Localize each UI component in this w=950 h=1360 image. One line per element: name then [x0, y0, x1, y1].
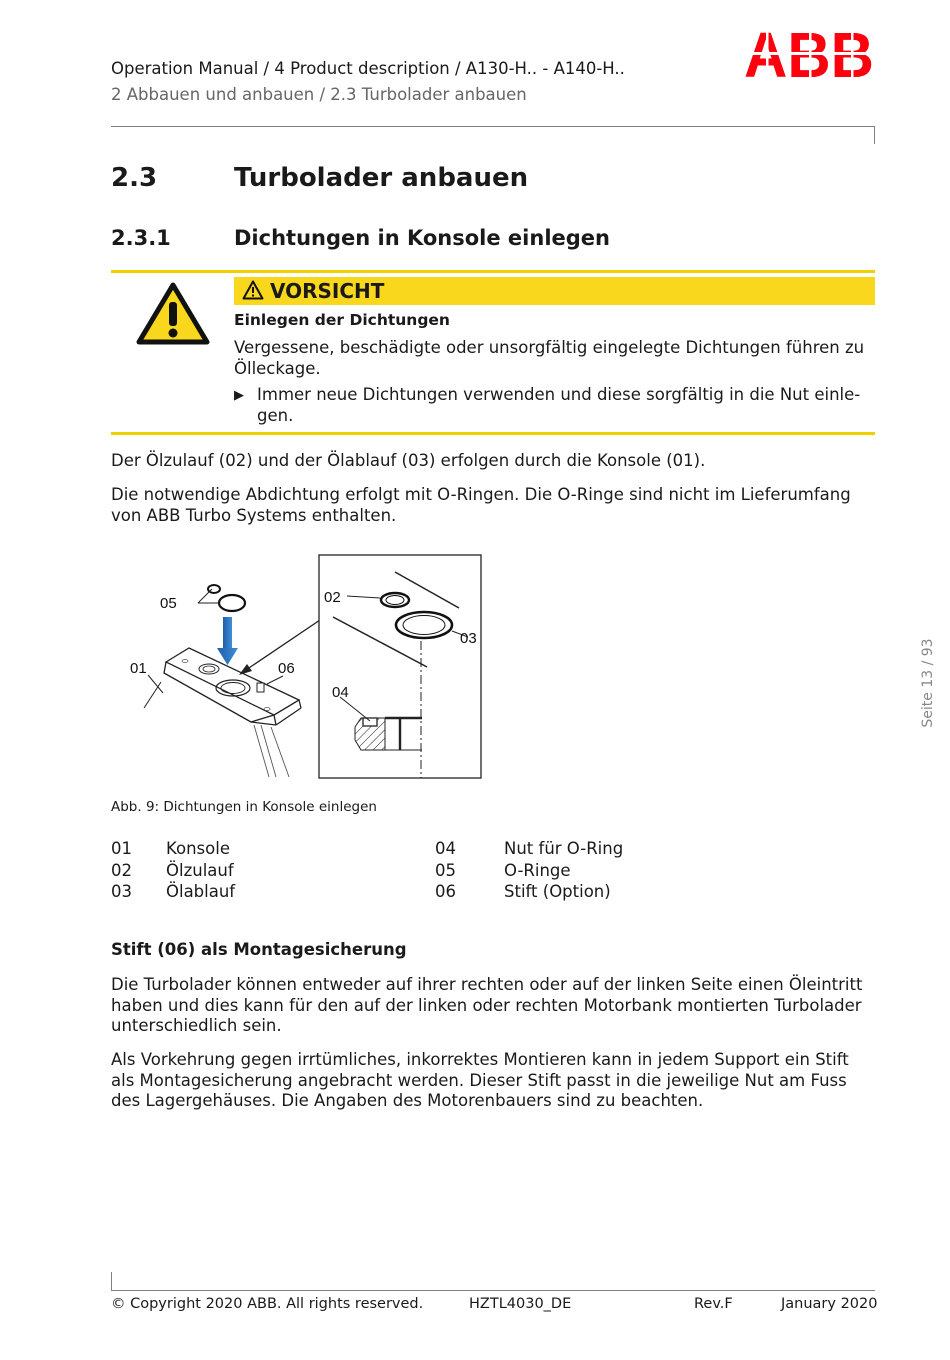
warning-small-icon	[242, 280, 264, 300]
section-title: Turbolader anbauen	[234, 163, 529, 193]
warning-triangle-icon	[136, 282, 210, 350]
page-number	[918, 628, 938, 738]
legend-label: O-Ringe	[504, 861, 571, 880]
legend-number: 01	[111, 839, 132, 858]
paragraph: Als Vorkehrung gegen irrtümliches, inkorrektes Montieren kann in jedem Support ein Stift als Montagesicherung angebracht werden. Dieser Stift passt in die jeweilige Nut am Fuss des Lagergehäuses. Die Angaben des Motorenbauers sind zu beachten.	[111, 1050, 849, 1110]
paragraph: Die Turbolader können entweder auf ihrer rechten oder auf der linken Seite einen Öleintritt haben und dies kann für den auf der linken oder rechten Motorbank montierten Turbolader unterschiedlich sein.	[111, 975, 863, 1035]
legend-label: Ölablauf	[166, 882, 236, 901]
callout-06: 06	[278, 660, 295, 677]
header-rule-tick	[874, 126, 875, 144]
warning-bottom-rule	[111, 432, 875, 435]
footer-rule-tick	[111, 1272, 112, 1290]
callout-01: 01	[130, 660, 147, 677]
subheading: Stift (06) als Montagesicherung	[111, 940, 407, 959]
abb-logo-graphic	[743, 30, 875, 80]
warning-band	[234, 277, 875, 305]
warning-text: Vergessene, beschädigte oder unsorgfältig eingelegte Dichtungen führen zu Ölleckage.	[234, 338, 865, 378]
legend-label: Konsole	[166, 839, 230, 858]
legend-number: 03	[111, 882, 132, 901]
legend-number: 05	[435, 861, 456, 880]
warning-level: VORSICHT	[270, 279, 385, 303]
footer-copyright: © Copyright 2020 ABB. All rights reserved.	[111, 1296, 424, 1312]
legend-label: Nut für O-Ring	[504, 839, 624, 858]
subsection-number: 2.3.1	[111, 226, 171, 250]
footer-revision: Rev.F	[694, 1296, 733, 1312]
header-rule	[111, 126, 874, 127]
footer-date: January 2020	[781, 1296, 878, 1312]
warning-subtitle: Einlegen der Dichtungen	[234, 311, 450, 329]
abb-logo	[743, 30, 875, 80]
figure-drawing	[111, 545, 491, 785]
callout-05: 05	[160, 595, 177, 612]
figure-caption: Abb. 9: Dichtungen in Konsole einlegen	[111, 799, 377, 815]
section-number: 2.3	[111, 163, 158, 193]
breadcrumb: Operation Manual / 4 Product description / A130-H.. - A140-H..	[111, 59, 625, 78]
legend-number: 04	[435, 839, 456, 858]
footer-rule	[111, 1290, 875, 1291]
breadcrumb-sub: 2 Abbauen und anbauen / 2.3 Turbolader anbauen	[111, 85, 527, 104]
paragraph: Die notwendige Abdichtung erfolgt mit O-Ringen. Die O-Ringe sind nicht im Lieferumfang von ABB Turbo Systems enthalten.	[111, 485, 851, 525]
callout-04: 04	[332, 684, 349, 701]
paragraph: Der Ölzulauf (02) und der Ölablauf (03) erfolgen durch die Konsole (01).	[111, 451, 706, 470]
warning-top-rule	[111, 270, 875, 273]
subsection-title: Dichtungen in Konsole einlegen	[234, 226, 610, 250]
legend-number: 06	[435, 882, 456, 901]
callout-02: 02	[324, 589, 341, 606]
legend-label: Stift (Option)	[504, 882, 611, 901]
legend-number: 02	[111, 861, 132, 880]
callout-03: 03	[460, 630, 477, 647]
figure	[111, 545, 491, 785]
page-number-text: Seite 13 / 93	[920, 638, 936, 728]
warning-action	[234, 385, 874, 426]
legend-label: Ölzulauf	[166, 861, 234, 880]
bullet-arrow-icon: ▶	[234, 388, 244, 403]
warning-action-text: Immer neue Dichtungen verwenden und diese sorgfältig in die Nut einle-gen.	[257, 385, 861, 425]
footer-doc-id: HZTL4030_DE	[469, 1296, 572, 1312]
